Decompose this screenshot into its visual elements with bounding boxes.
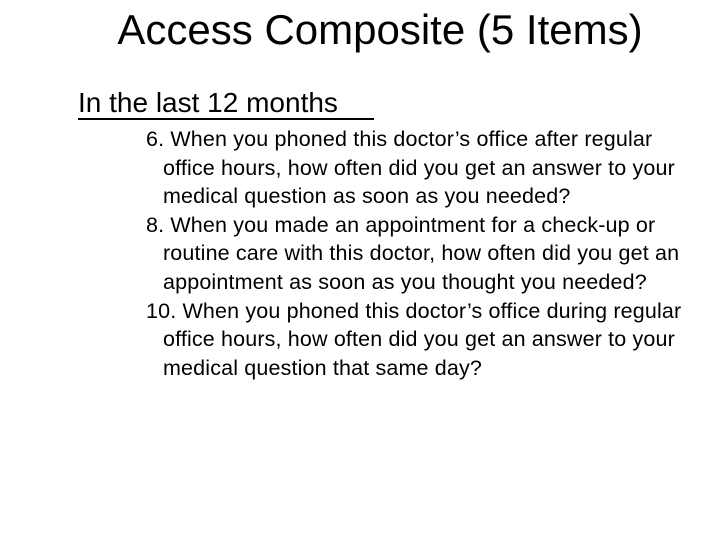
slide-title: Access Composite (5 Items) xyxy=(117,6,643,53)
question-list xyxy=(146,125,706,382)
question-item-6: 6. When you phoned this doctor’s office after regular office hours, how often did you get an answer to your medical question as soon as you needed? xyxy=(146,127,675,209)
subheading-underline xyxy=(78,118,374,120)
subheading: In the last 12 months xyxy=(78,87,338,118)
question-item-10: 10. When you phoned this doctor’s office during regular office hours, how often did you get an answer to your medical question that same day? xyxy=(146,298,682,380)
question-item-8: 8. When you made an appointment for a check-up or routine care with this doctor, how often did you get an appointment as soon as you thought you needed? xyxy=(146,212,680,294)
